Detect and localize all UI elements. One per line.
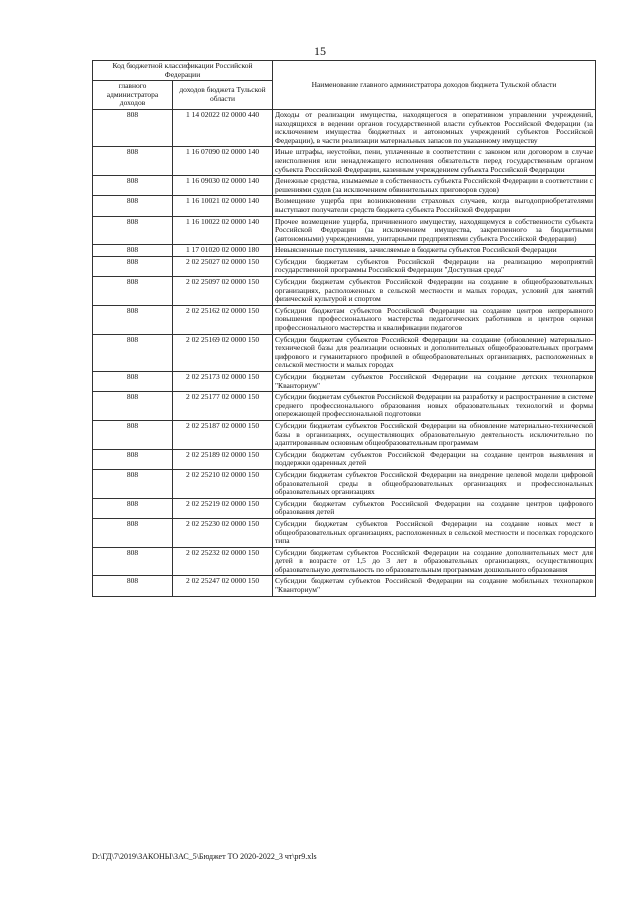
row-income-name: Субсидии бюджетам субъектов Российской Федерации на создание в общеобразовательных организациях, расположенных в сельской местности и малых городах, условий для занятий физической культурой и спортом [273,277,596,306]
table-row [93,518,596,547]
row-income-code: 2 02 25219 02 0000 150 [173,498,273,518]
row-income-code: 1 16 10021 02 0000 140 [173,196,273,216]
table-row [93,256,596,276]
table-row [93,245,596,257]
row-income-name: Субсидии бюджетам субъектов Российской Федерации на создание мобильных технопарков "Кванториум" [273,576,596,596]
row-income-code: 1 16 09030 02 0000 140 [173,176,273,196]
table-row [93,576,596,596]
row-income-name: Субсидии бюджетам субъектов Российской Федерации на обновление материально-технической базы в организациях, осуществляющих образовательную деятельность исключительно по адаптированным основным общеобразовательным программам [273,420,596,449]
row-income-name: Субсидии бюджетам субъектов Российской Федерации на реализацию мероприятий государственной программы Российской Федерации "Доступная среда" [273,256,596,276]
row-income-code: 2 02 25177 02 0000 150 [173,392,273,421]
row-admin-code: 808 [93,196,173,216]
row-income-name: Субсидии бюджетам субъектов Российской Федерации на внедрение целевой модели цифровой образовательной среды в общеобразовательных организациях и профессиональных образовательных организациях [273,469,596,498]
table-row [93,547,596,576]
row-admin-code: 808 [93,147,173,176]
table-row [93,196,596,216]
table-row [93,305,596,334]
header-group-classification: Код бюджетной классификации Российской Федерации [93,61,273,81]
table-row [93,147,596,176]
page-number: 15 [314,44,326,58]
table-row [93,216,596,245]
row-admin-code: 808 [93,216,173,245]
header-name-column: Наименование главного администратора доходов бюджета Тульской области [273,61,596,110]
row-admin-code: 808 [93,109,173,146]
table-body [93,109,596,596]
table-header [93,61,596,110]
row-income-name: Субсидии бюджетам субъектов Российской Федерации на разработку и распространение в системе среднего профессионального образования новых образовательных технологий и формы опережающей профессиональной подготовки [273,392,596,421]
row-income-code: 2 02 25162 02 0000 150 [173,305,273,334]
row-income-name: Субсидии бюджетам субъектов Российской Федерации на создание центров выявления и поддержки одаренных детей [273,449,596,469]
row-admin-code: 808 [93,498,173,518]
row-admin-code: 808 [93,576,173,596]
row-income-name: Доходы от реализации имущества, находящегося в оперативном управлении учреждений, находящихся в ведении органов государственной власти субъектов Российской Федерации (за исключением имущества бюджетных и автономных учреждений субъектов Российской Федерации), в части реализации материальных запасов по указанному имуществу [273,109,596,146]
table-row [93,392,596,421]
row-admin-code: 808 [93,469,173,498]
row-admin-code: 808 [93,449,173,469]
row-admin-code: 808 [93,256,173,276]
row-income-code: 2 02 25230 02 0000 150 [173,518,273,547]
row-income-code: 2 02 25173 02 0000 150 [173,372,273,392]
row-income-name: Субсидии бюджетам субъектов Российской Федерации на создание детских технопарков "Кванториум" [273,372,596,392]
row-income-name: Субсидии бюджетам субъектов Российской Федерации на создание новых мест в общеобразовательных организациях, расположенных в сельской местности и поселках городского типа [273,518,596,547]
budget-classification-table [92,60,596,597]
header-admin-column: главного администратора доходов [93,81,173,110]
row-income-code: 2 02 25169 02 0000 150 [173,334,273,371]
row-admin-code: 808 [93,277,173,306]
table-row [93,277,596,306]
table-row [93,449,596,469]
row-income-code: 1 17 01020 02 0000 180 [173,245,273,257]
row-income-name: Невыясненные поступления, зачисляемые в бюджеты субъектов Российской Федерации [273,245,596,257]
row-admin-code: 808 [93,334,173,371]
row-admin-code: 808 [93,420,173,449]
row-income-name: Субсидии бюджетам субъектов Российской Федерации на создание центров непрерывного повышения профессионального мастерства педагогических работников и центров оценки профессионального мастерства и квалификации педагогов [273,305,596,334]
row-income-code: 1 16 10022 02 0000 140 [173,216,273,245]
row-income-name: Возмещение ущерба при возникновении страховых случаев, когда выгодоприобретателями выступают получатели средств бюджета субъекта Российской Федерации [273,196,596,216]
table-row [93,498,596,518]
row-admin-code: 808 [93,547,173,576]
row-admin-code: 808 [93,305,173,334]
row-income-name: Субсидии бюджетам субъектов Российской Федерации на создание (обновление) материально-технической базы для реализации основных и дополнительных общеобразовательных программ цифрового и гуманитарного профилей в общеобразовательных организациях, расположенных в сельской местности и малых городах [273,334,596,371]
row-income-name: Субсидии бюджетам субъектов Российской Федерации на создание центров цифрового образования детей [273,498,596,518]
row-income-code: 2 02 25187 02 0000 150 [173,420,273,449]
row-income-code: 2 02 25210 02 0000 150 [173,469,273,498]
table-row [93,420,596,449]
table-row [93,176,596,196]
row-income-code: 1 16 07090 02 0000 140 [173,147,273,176]
row-income-name: Иные штрафы, неустойки, пени, уплаченные в соответствии с законом или договором в случае неисполнения или ненадлежащего исполнения обязательств перед государственным органом субъекта Российской Федерации, казенным учреждением субъекта Российской Федерации [273,147,596,176]
row-income-name: Прочее возмещение ущерба, причиненного имуществу, находящемуся в собственности субъекта Российской Федерации (за исключением имущества, закрепленного за бюджетными (автономными) учреждениями, унитарными предприятиями субъекта Российской Федерации) [273,216,596,245]
table-row [93,109,596,146]
row-admin-code: 808 [93,392,173,421]
row-income-code: 2 02 25097 02 0000 150 [173,277,273,306]
row-income-code: 2 02 25247 02 0000 150 [173,576,273,596]
footer-file-path: D:\ГД\7\2019\ЗАКОНЫ\ЗАС_5\Бюджет ТО 2020-2022_3 чт\pr9.xls [92,852,317,861]
row-admin-code: 808 [93,518,173,547]
row-admin-code: 808 [93,245,173,257]
row-admin-code: 808 [93,176,173,196]
row-income-code: 2 02 25027 02 0000 150 [173,256,273,276]
row-income-code: 2 02 25189 02 0000 150 [173,449,273,469]
row-income-code: 2 02 25232 02 0000 150 [173,547,273,576]
header-code-column: доходов бюджета Тульской области [173,81,273,110]
row-income-code: 1 14 02022 02 0000 440 [173,109,273,146]
row-admin-code: 808 [93,372,173,392]
table-row [93,469,596,498]
row-income-name: Субсидии бюджетам субъектов Российской Федерации на создание дополнительных мест для детей в возрасте от 1,5 до 3 лет в образовательных организациях, осуществляющих образовательную деятельность по образовательным программам дошкольного образования [273,547,596,576]
table-row [93,372,596,392]
row-income-name: Денежные средства, изымаемые в собственность субъекта Российской Федерации в соответствии с решениями судов (за исключением обвинительных приговоров судов) [273,176,596,196]
table-row [93,334,596,371]
